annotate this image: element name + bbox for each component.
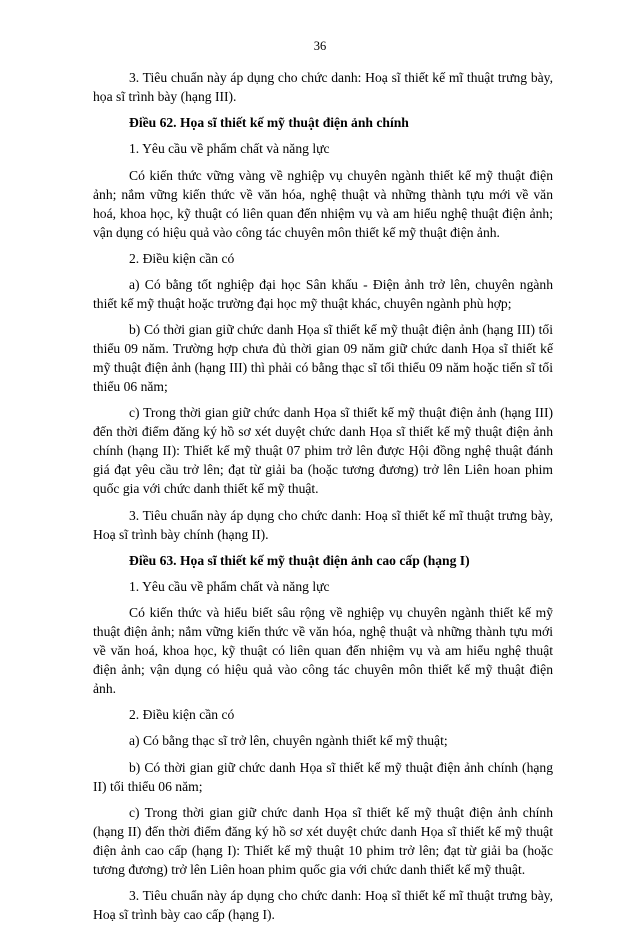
article-62-heading: Điều 62. Họa sĩ thiết kế mỹ thuật điện ảnh chính — [129, 115, 409, 131]
art63-clause-3: 3. Tiêu chuẩn này áp dụng cho chức danh: Hoạ sĩ thiết kế mĩ thuật trưng bày, Hoạ sĩ trình bày cao cấp (hạng I). — [93, 888, 553, 922]
art62-clause-1-heading: 1. Yêu cầu về phẩm chất và năng lực — [129, 141, 330, 157]
art63-clause-2c: c) Trong thời gian giữ chức danh Họa sĩ thiết kế mỹ thuật điện ảnh chính (hạng II) đến thời điểm đăng ký hồ sơ xét duyệt chức danh Họa sĩ thiết kế mỹ thuật điện ảnh cao cấp (hạng I): Thiết kế mỹ thuật 10 phim trở lên; đạt từ giải ba (hoặc tương đương) trở lên Liên hoan phim quốc gia với chức danh thiết kế mỹ thuật. — [93, 804, 553, 877]
art63-clause-2b: b) Có thời gian giữ chức danh Họa sĩ thiết kế mỹ thuật điện ảnh chính (hạng II) tối thiểu 06 năm; — [93, 759, 553, 794]
clause-3-standard-applies-art61: 3. Tiêu chuẩn này áp dụng cho chức danh: Hoạ sĩ thiết kế mĩ thuật trưng bày, họa sĩ trình bày (hạng III). — [93, 70, 553, 104]
document-body — [93, 68, 553, 931]
art63-clause-1-body: Có kiến thức và hiểu biết sâu rộng về nghiệp vụ chuyên ngành thiết kế mỹ thuật điện ảnh; nắm vững kiến thức về văn hóa, nghệ thuật và những thành tựu mới về văn hoá, khoa học, kỹ thuật có liên quan đến nhiệm vụ và am hiểu nghệ thuật điện ảnh; vận dụng có hiệu quả vào công tác chuyên môn thiết kế mỹ thuật điện ảnh. — [93, 605, 553, 697]
article-63-heading: Điều 63. Họa sĩ thiết kế mỹ thuật điện ảnh cao cấp (hạng I) — [129, 552, 470, 568]
art62-clause-2b: b) Có thời gian giữ chức danh Họa sĩ thiết kế mỹ thuật điện ảnh (hạng III) tối thiểu 09 năm. Trường hợp chưa đủ thời gian 09 năm giữ chức danh Họa sĩ thiết kế mỹ thuật điện ảnh (hạng III) thì phải có bằng thạc sĩ tối thiểu 09 năm hoặc tiến sĩ tối thiểu 06 năm; — [93, 322, 553, 395]
art63-clause-1-heading: 1. Yêu cầu về phẩm chất và năng lực — [129, 578, 330, 594]
art62-clause-2c: c) Trong thời gian giữ chức danh Họa sĩ thiết kế mỹ thuật điện ảnh (hạng III) đến thời điểm đăng ký hồ sơ xét duyệt chức danh Họa sĩ thiết kế mỹ thuật điện ảnh chính (hạng II): Thiết kế mỹ thuật 07 phim trở lên được Hội đồng nghệ thuật đánh giá đạt yêu cầu trở lên; đạt từ giải ba (hoặc tương đương) trở lên Liên hoan phim quốc gia với chức danh thiết kế mỹ thuật. — [93, 405, 553, 497]
art62-clause-2a: a) Có bằng tốt nghiệp đại học Sân khấu - Điện ảnh trở lên, chuyên ngành thiết kế mỹ thuật hoặc trường đại học mỹ thuật khác, chuyên ngành phù hợp; — [93, 276, 553, 311]
art62-clause-2-heading: 2. Điều kiện cần có — [129, 250, 235, 266]
page-number: 36 — [313, 39, 327, 53]
art63-clause-2-heading: 2. Điều kiện cần có — [129, 707, 235, 723]
art62-clause-1-body: Có kiến thức vững vàng về nghiệp vụ chuyên ngành thiết kế mỹ thuật điện ảnh; nắm vững kiến thức về văn hóa, nghệ thuật và những thành tựu mới về văn hoá, khoa học, kỹ thuật có liên quan đến nhiệm vụ và am hiểu nghệ thuật điện ảnh; vận dụng có hiệu quả vào công tác chuyên môn thiết kế mỹ thuật điện ảnh. — [93, 167, 553, 240]
art63-clause-2a: a) Có bằng thạc sĩ trở lên, chuyên ngành thiết kế mỹ thuật; — [129, 733, 448, 749]
art62-clause-3: 3. Tiêu chuẩn này áp dụng cho chức danh: Hoạ sĩ thiết kế mĩ thuật trưng bày, Hoạ sĩ trình bày chính (hạng II). — [93, 507, 553, 542]
